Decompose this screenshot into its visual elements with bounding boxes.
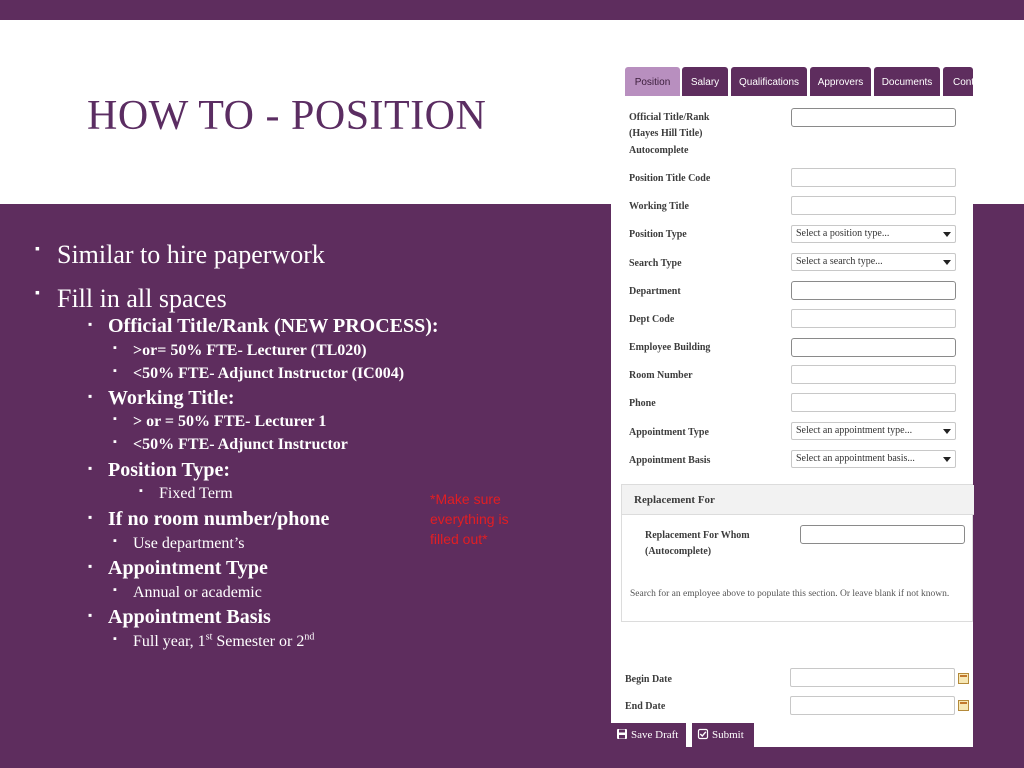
label-phone: Phone [629, 398, 656, 409]
bullet-text: Position Type: [108, 459, 231, 481]
label-department: Department [629, 286, 681, 297]
label-hayes-hill-title: (Hayes Hill Title) [629, 128, 703, 139]
bullet-fixed-term: ▪ Fixed Term [139, 485, 233, 502]
appointment-type-select[interactable] [791, 422, 956, 440]
bullet-text: Semester or 2 [212, 633, 305, 650]
bullet-text: If no room number/phone [108, 508, 330, 530]
save-draft-label: Save Draft [631, 729, 679, 741]
label-position-type: Position Type [629, 229, 687, 240]
label-autocomplete: Autocomplete [629, 145, 689, 156]
label-position-title-code: Position Title Code [629, 173, 711, 184]
bullet-appointment-type: ▪ Appointment Type [88, 557, 268, 579]
bullet-text: Use department’s [133, 535, 245, 552]
appointment-basis-select[interactable] [791, 450, 956, 468]
bullet-no-room: ▪ If no room number/phone [88, 508, 330, 530]
dept-code-input[interactable] [791, 309, 956, 328]
slide-title: HOW TO - POSITION [87, 93, 487, 139]
bullet-lecturer-tl020: ▪ >or= 50% FTE- Lecturer (TL020) [113, 342, 367, 359]
label-appointment-basis: Appointment Basis [629, 455, 711, 466]
bullet-lecturer-1: ▪ > or = 50% FTE- Lecturer 1 [113, 413, 327, 430]
bullet-text: Full year, 1 [133, 633, 206, 650]
phone-input[interactable] [791, 393, 956, 412]
bullet-text: <50% FTE- Adjunct Instructor (IC004) [133, 365, 405, 382]
replacement-header [622, 485, 974, 515]
bullet-text: Appointment Type [108, 557, 268, 579]
tab-position[interactable]: Position [625, 67, 680, 98]
caret-down-icon [943, 232, 951, 237]
caret-down-icon [943, 260, 951, 265]
bullet-official-title: ▪ Official Title/Rank (NEW PROCESS): [88, 315, 439, 337]
tab-contacts[interactable]: Conti [943, 67, 973, 98]
bullet-text: Fill in all spaces [57, 284, 227, 313]
label-working-title: Working Title [629, 201, 689, 212]
label-search-type: Search Type [629, 258, 682, 269]
bullet-position-type: ▪ Position Type: [88, 459, 231, 481]
tab-documents[interactable]: Documents [874, 67, 940, 98]
bullet-appointment-basis: ▪ Appointment Basis [88, 606, 271, 628]
appointment-type-value: Select an appointment type... [796, 425, 913, 436]
replacement-help-text: Search for an employee above to populate this section. Or leave blank if not known. [630, 589, 950, 599]
bullet-text: >or= 50% FTE- Lecturer (TL020) [133, 342, 367, 359]
caret-down-icon [943, 457, 951, 462]
employee-building-input[interactable] [791, 338, 956, 357]
bullet-text: <50% FTE- Adjunct Instructor [133, 436, 348, 453]
search-type-select[interactable] [791, 253, 956, 271]
bullet-text: Annual or academic [133, 584, 262, 601]
check-square-icon [698, 729, 708, 739]
label-official-title: Official Title/Rank [629, 112, 710, 123]
save-draft-button[interactable] [611, 723, 686, 747]
bullet-text: Similar to hire paperwork [57, 240, 325, 269]
bullet-adjunct-ic004: ▪ <50% FTE- Adjunct Instructor (IC004) [113, 365, 405, 382]
label-replacement-autocomplete: (Autocomplete) [645, 546, 712, 557]
begin-date-input[interactable] [790, 668, 955, 687]
superscript-st: st [205, 631, 213, 643]
position-type-select[interactable] [791, 225, 956, 243]
submit-button[interactable] [692, 723, 754, 747]
bullet-full-year: ▪ Full year, 1st Semester or 2nd [113, 631, 315, 650]
label-replacement-for-whom: Replacement For Whom [645, 530, 750, 541]
tab-salary[interactable]: Salary [682, 67, 728, 98]
appointment-basis-value: Select an appointment basis... [796, 453, 915, 464]
floppy-disk-icon [617, 729, 627, 739]
label-appointment-type: Appointment Type [629, 427, 709, 438]
bullet-use-department: ▪ Use department’s [113, 535, 245, 552]
bullet-text: Appointment Basis [108, 606, 271, 628]
calendar-icon[interactable] [958, 700, 969, 711]
label-dept-code: Dept Code [629, 314, 675, 325]
position-title-code-input[interactable] [791, 168, 956, 187]
bullet-text: Working Title: [108, 387, 235, 409]
tab-qualifications[interactable]: Qualifications [731, 67, 807, 98]
label-room-number: Room Number [629, 370, 693, 381]
bullet-text: > or = 50% FTE- Lecturer 1 [133, 413, 327, 430]
replacement-title: Replacement For [634, 494, 715, 506]
room-number-input[interactable] [791, 365, 956, 384]
submit-label: Submit [712, 729, 744, 741]
label-end-date: End Date [625, 701, 666, 712]
search-type-value: Select a search type... [796, 256, 883, 267]
tab-approvers[interactable]: Approvers [810, 67, 871, 98]
superscript-nd: nd [304, 631, 315, 643]
bullet-similar: ▪ Similar to hire paperwork [35, 240, 325, 269]
label-begin-date: Begin Date [625, 674, 672, 685]
caret-down-icon [943, 429, 951, 434]
label-employee-building: Employee Building [629, 342, 711, 353]
bullet-text: Official Title/Rank (NEW PROCESS): [108, 315, 439, 337]
top-band [0, 0, 1024, 20]
calendar-icon[interactable] [958, 673, 969, 684]
replacement-for-whom-input[interactable] [800, 525, 965, 544]
bullet-text: Fixed Term [159, 485, 233, 502]
bullet-annual-academic: ▪ Annual or academic [113, 584, 262, 601]
end-date-input[interactable] [790, 696, 955, 715]
department-input[interactable] [791, 281, 956, 300]
bullet-fill: ▪ Fill in all spaces [35, 284, 227, 313]
working-title-input[interactable] [791, 196, 956, 215]
official-title-input[interactable] [791, 108, 956, 127]
make-sure-note: *Make sure everything is filled out* [430, 491, 509, 547]
position-type-value: Select a position type... [796, 228, 890, 239]
bullet-adjunct: ▪ <50% FTE- Adjunct Instructor [113, 436, 348, 453]
bullet-working-title: ▪ Working Title: [88, 387, 235, 409]
